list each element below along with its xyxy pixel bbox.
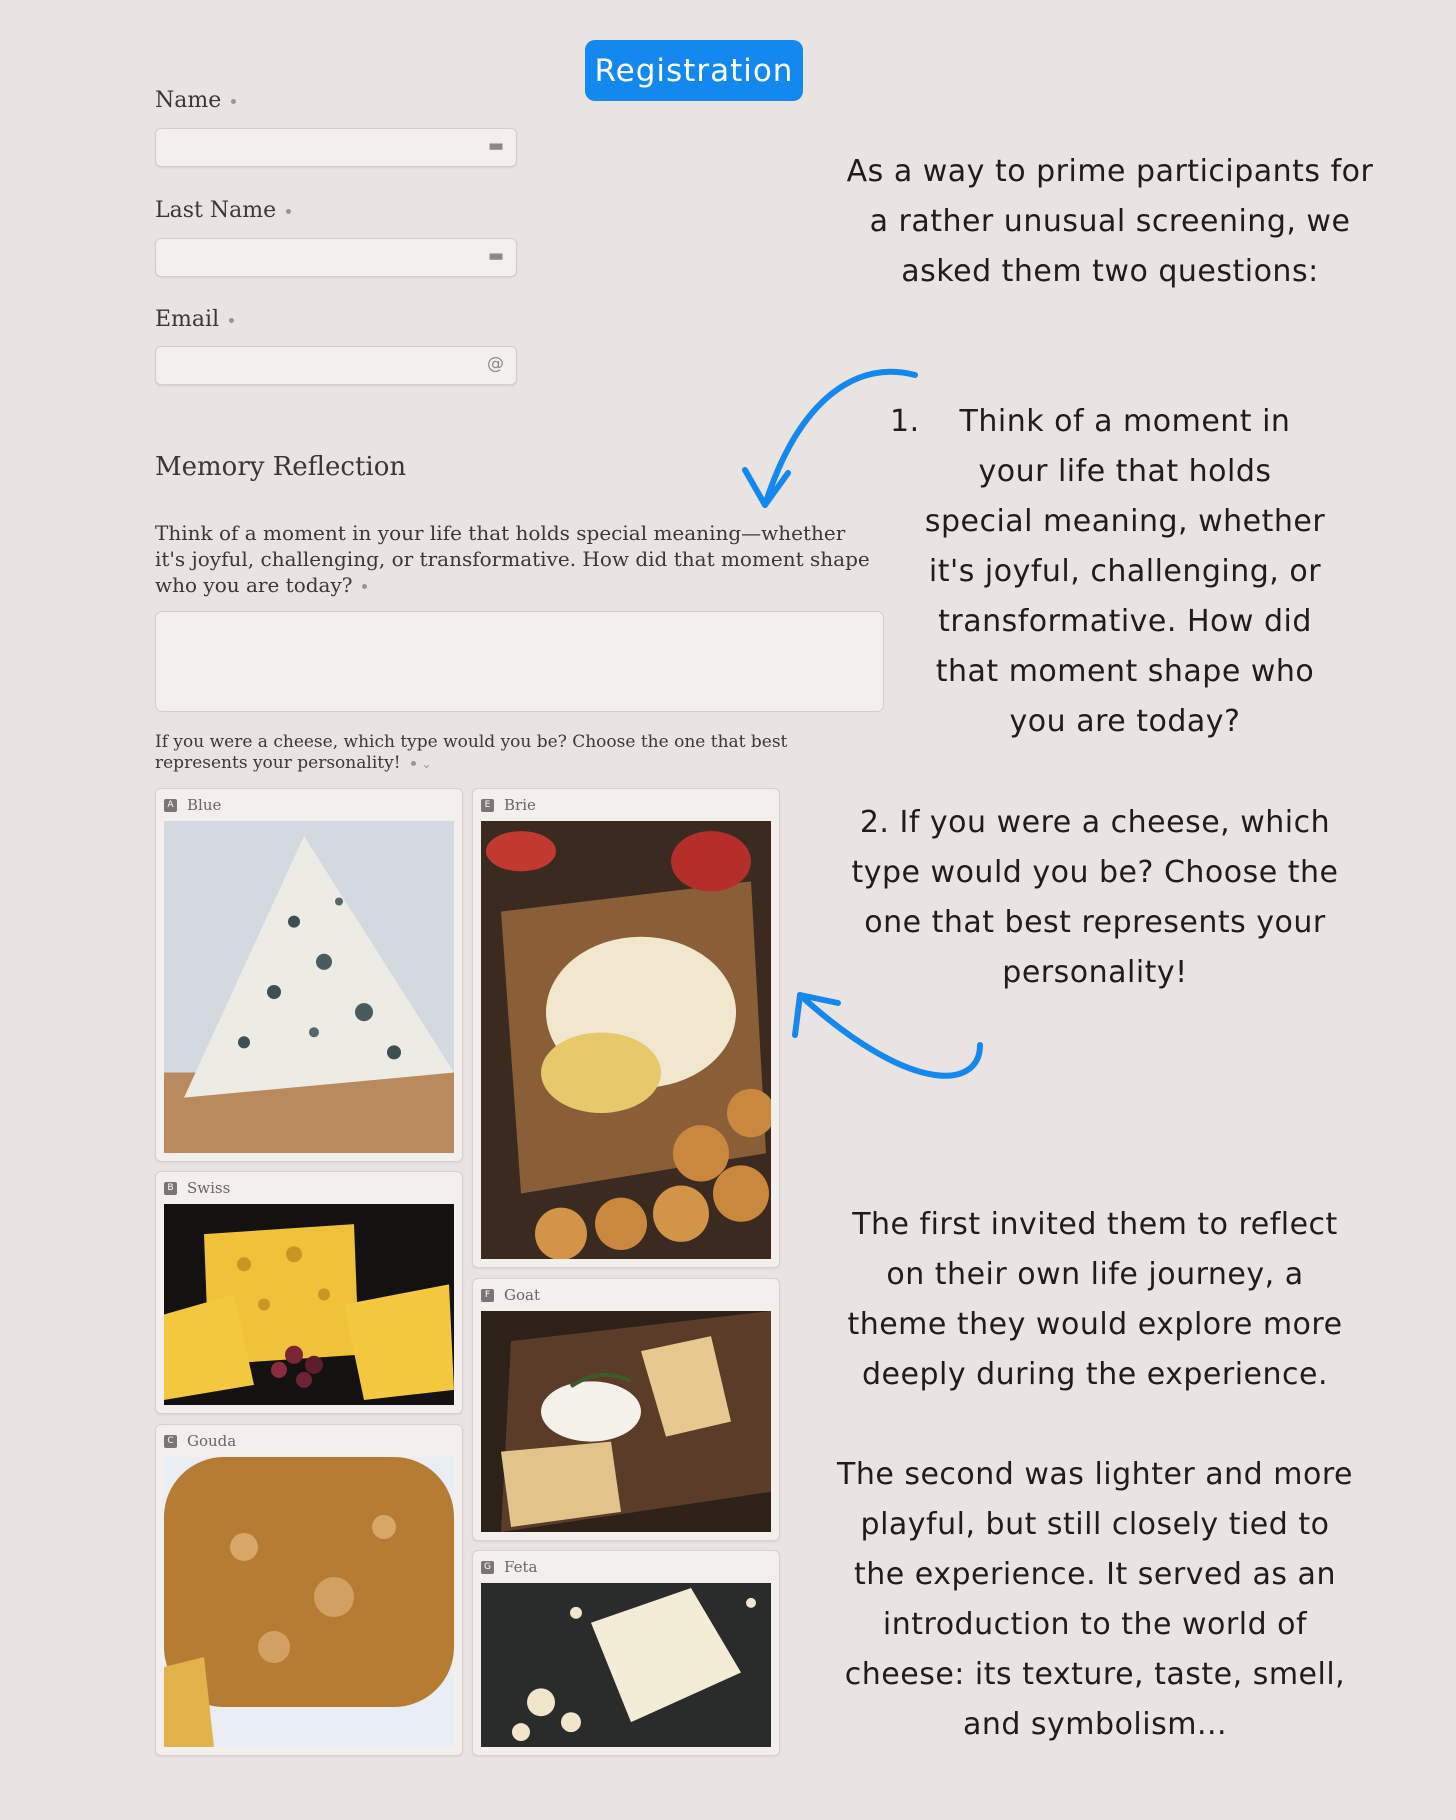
email-label: Email xyxy=(155,307,234,332)
text-field-icon: ▬ xyxy=(487,136,504,156)
option-feta[interactable] xyxy=(472,1550,780,1756)
option-key: G xyxy=(481,1561,494,1574)
second-question-note: The second was lighter and more playful, but still closely tied to the experience. It served as an introduction to the world of cheese: its texture, taste, smell, and symbolism... xyxy=(837,1457,1353,1742)
option-label: Blue xyxy=(187,796,222,814)
chevron-down-icon[interactable]: ⌄ xyxy=(421,757,432,771)
intro-note: As a way to prime participants for a rather unusual screening, we asked them two questions: xyxy=(846,154,1374,289)
curved-arrow-icon xyxy=(730,355,930,525)
first-question-note: The first invited them to reflect on their own life journey, a theme they would explore more deeply during the experience. xyxy=(847,1207,1343,1392)
option-blue[interactable] xyxy=(155,788,463,1162)
curved-arrow-icon xyxy=(780,985,1000,1105)
option-key: A xyxy=(164,799,177,812)
question-2-note: 2. If you were a cheese, which type would you be? Choose the one that best represents your personality! xyxy=(851,805,1339,990)
option-key: E xyxy=(481,799,494,812)
registration-badge: Registration xyxy=(585,40,803,101)
question-1-label: Think of a moment in your life that holds special meaning—whether it's joyful, challenging, or transformative. How did that moment shape who you are today? xyxy=(155,521,870,597)
option-label: Feta xyxy=(504,1558,538,1576)
option-label: Gouda xyxy=(187,1432,237,1450)
gouda-cheese-image xyxy=(164,1457,454,1747)
option-label: Brie xyxy=(504,796,536,814)
option-goat[interactable] xyxy=(472,1278,780,1541)
feta-cheese-image xyxy=(481,1583,771,1747)
option-key: C xyxy=(164,1435,177,1448)
goat-cheese-image xyxy=(481,1311,771,1532)
option-gouda[interactable] xyxy=(155,1424,463,1756)
last-name-field[interactable] xyxy=(155,238,517,277)
question-2-label: If you were a cheese, which type would you be? Choose the one that best represents your personality! ⌄ xyxy=(155,732,788,773)
question-1-note: 1. Think of a moment in your life that holds special meaning, whether it's joyful, challenging, or transformative. How did that moment shape who you are today? xyxy=(890,404,1326,739)
required-dot xyxy=(362,584,367,589)
option-key: B xyxy=(164,1182,177,1195)
name-field[interactable] xyxy=(155,128,517,167)
option-swiss[interactable] xyxy=(155,1171,463,1414)
text-field-icon: ▬ xyxy=(487,246,504,266)
option-label: Swiss xyxy=(187,1179,231,1197)
email-field[interactable] xyxy=(155,346,517,385)
brie-cheese-image xyxy=(481,821,771,1259)
section-title: Memory Reflection xyxy=(155,452,407,482)
memory-textarea[interactable] xyxy=(155,611,884,712)
last-name-label: Last Name xyxy=(155,198,291,223)
option-brie[interactable] xyxy=(472,788,780,1268)
swiss-cheese-image xyxy=(164,1204,454,1405)
option-key: F xyxy=(481,1289,494,1302)
required-dot xyxy=(231,99,236,104)
at-sign-icon: @ xyxy=(487,354,504,374)
required-dot xyxy=(411,761,416,766)
name-label: Name xyxy=(155,88,236,113)
required-dot xyxy=(286,209,291,214)
option-label: Goat xyxy=(504,1286,540,1304)
required-dot xyxy=(229,318,234,323)
blue-cheese-image xyxy=(164,821,454,1153)
